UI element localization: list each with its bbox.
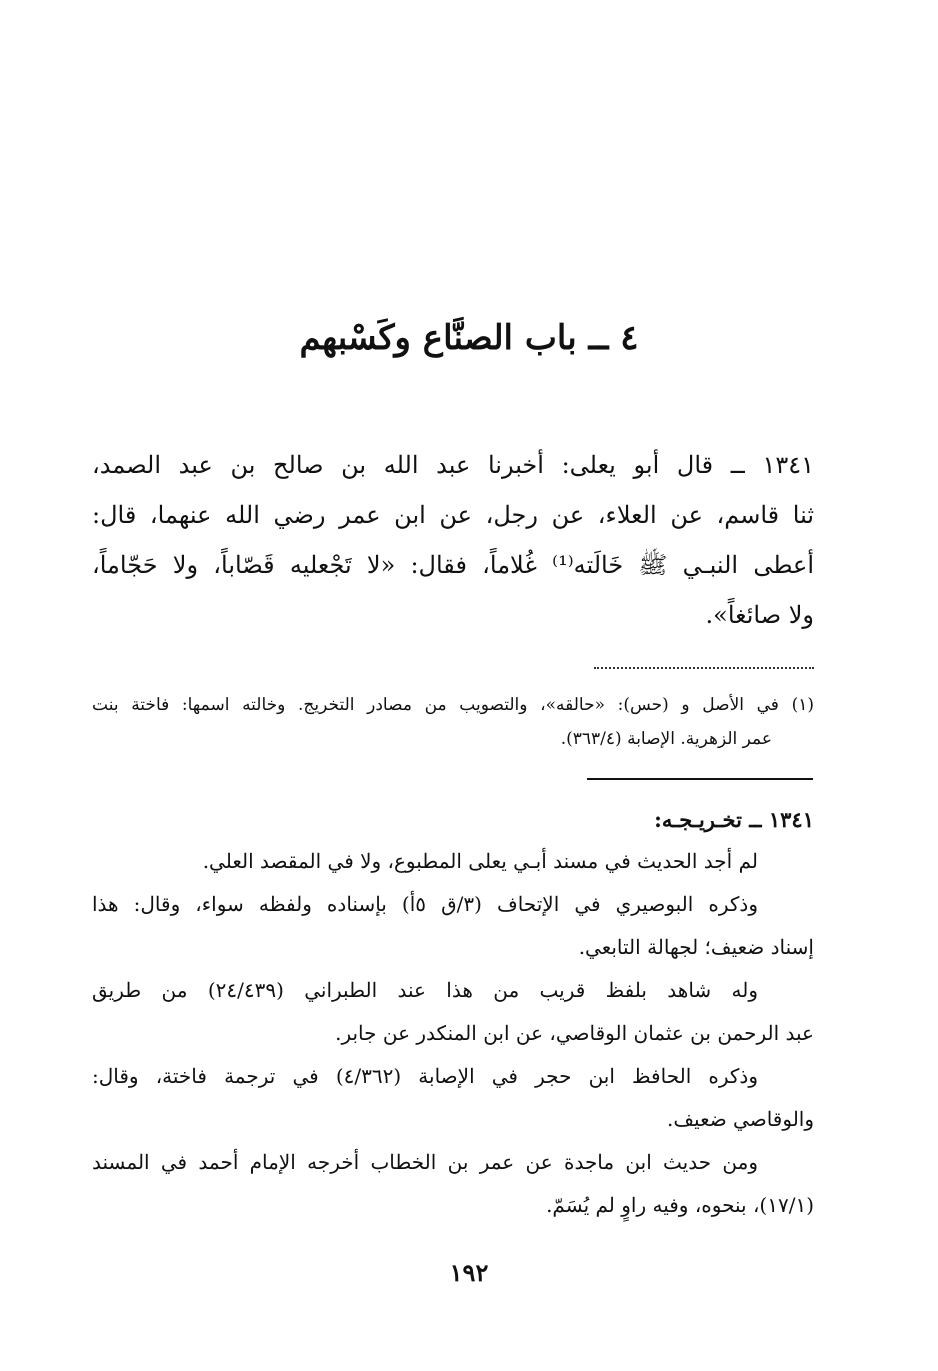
takhrij-line: لم أجد الحديث في مسند أبـي يعلى المطبوع، ولا في المقصد العلي. xyxy=(202,849,758,873)
chapter-title: ٤ ــ باب الصنَّاع وكَسْبهم xyxy=(299,318,639,358)
footnote-line: (١) في الأصل و (حس): «حالقه»، والتصويب من مصادر التخريج. وخالته اسمها: فاختة بنت xyxy=(92,695,814,715)
takhrij-line: وذكره البوصيري في الإتحاف (٣/ق ٥أ) بإسناده ولفظه سواء، وقال: هذا xyxy=(92,892,758,916)
hadith-line: أعطى النبـي ﷺ خَالَته⁽¹⁾ غُلاماً، فقال: «لا تَجْعليه قَصّاباً، ولا حَجّاماً، xyxy=(92,551,814,579)
takhrij-line: (١٧/١)، بنحوه، وفيه راوٍ لم يُسَمّ. xyxy=(546,1193,814,1217)
takhrij-section xyxy=(92,800,814,1227)
hadith-line: ١٣٤١ ــ قال أبو يعلى: أخبرنا عبد الله بن صالح بن عبد الصمد، xyxy=(92,451,814,479)
footnote-separator xyxy=(594,655,814,669)
hadith-text xyxy=(92,440,814,640)
footnote-line: عمر الزهرية. الإصابة (٣٦٣/٤). xyxy=(560,729,772,749)
hadith-line: ثنا قاسم، عن العلاء، عن رجل، عن ابن عمر رضي الله عنهما، قال: xyxy=(92,501,814,529)
page-number: ١٩٢ xyxy=(449,1258,489,1287)
takhrij-line: إسناد ضعيف؛ لجهالة التابعي. xyxy=(578,935,814,959)
takhrij-line: وله شاهد بلفظ قريب من هذا عند الطبراني (٢٤/٤٣٩) من طريق xyxy=(92,978,758,1002)
takhrij-line: ومن حديث ابن ماجدة عن عمر بن الخطاب أخرجه الإمام أحمد في المسند xyxy=(92,1150,758,1174)
takhrij-line: وذكره الحافظ ابن حجر في الإصابة (٤/٣٦٢) في ترجمة فاختة، وقال: xyxy=(92,1064,758,1088)
takhrij-line: عبد الرحمن بن عثمان الوقاصي، عن ابن المنكدر عن جابر. xyxy=(335,1021,814,1045)
takhrij-line: والوقاصي ضعيف. xyxy=(666,1107,814,1131)
section-divider xyxy=(587,778,813,780)
footnote xyxy=(92,688,814,756)
hadith-line: ولا صائغاً». xyxy=(705,601,814,629)
takhrij-heading: ١٣٤١ ــ تخـريـجـه: xyxy=(654,807,814,832)
